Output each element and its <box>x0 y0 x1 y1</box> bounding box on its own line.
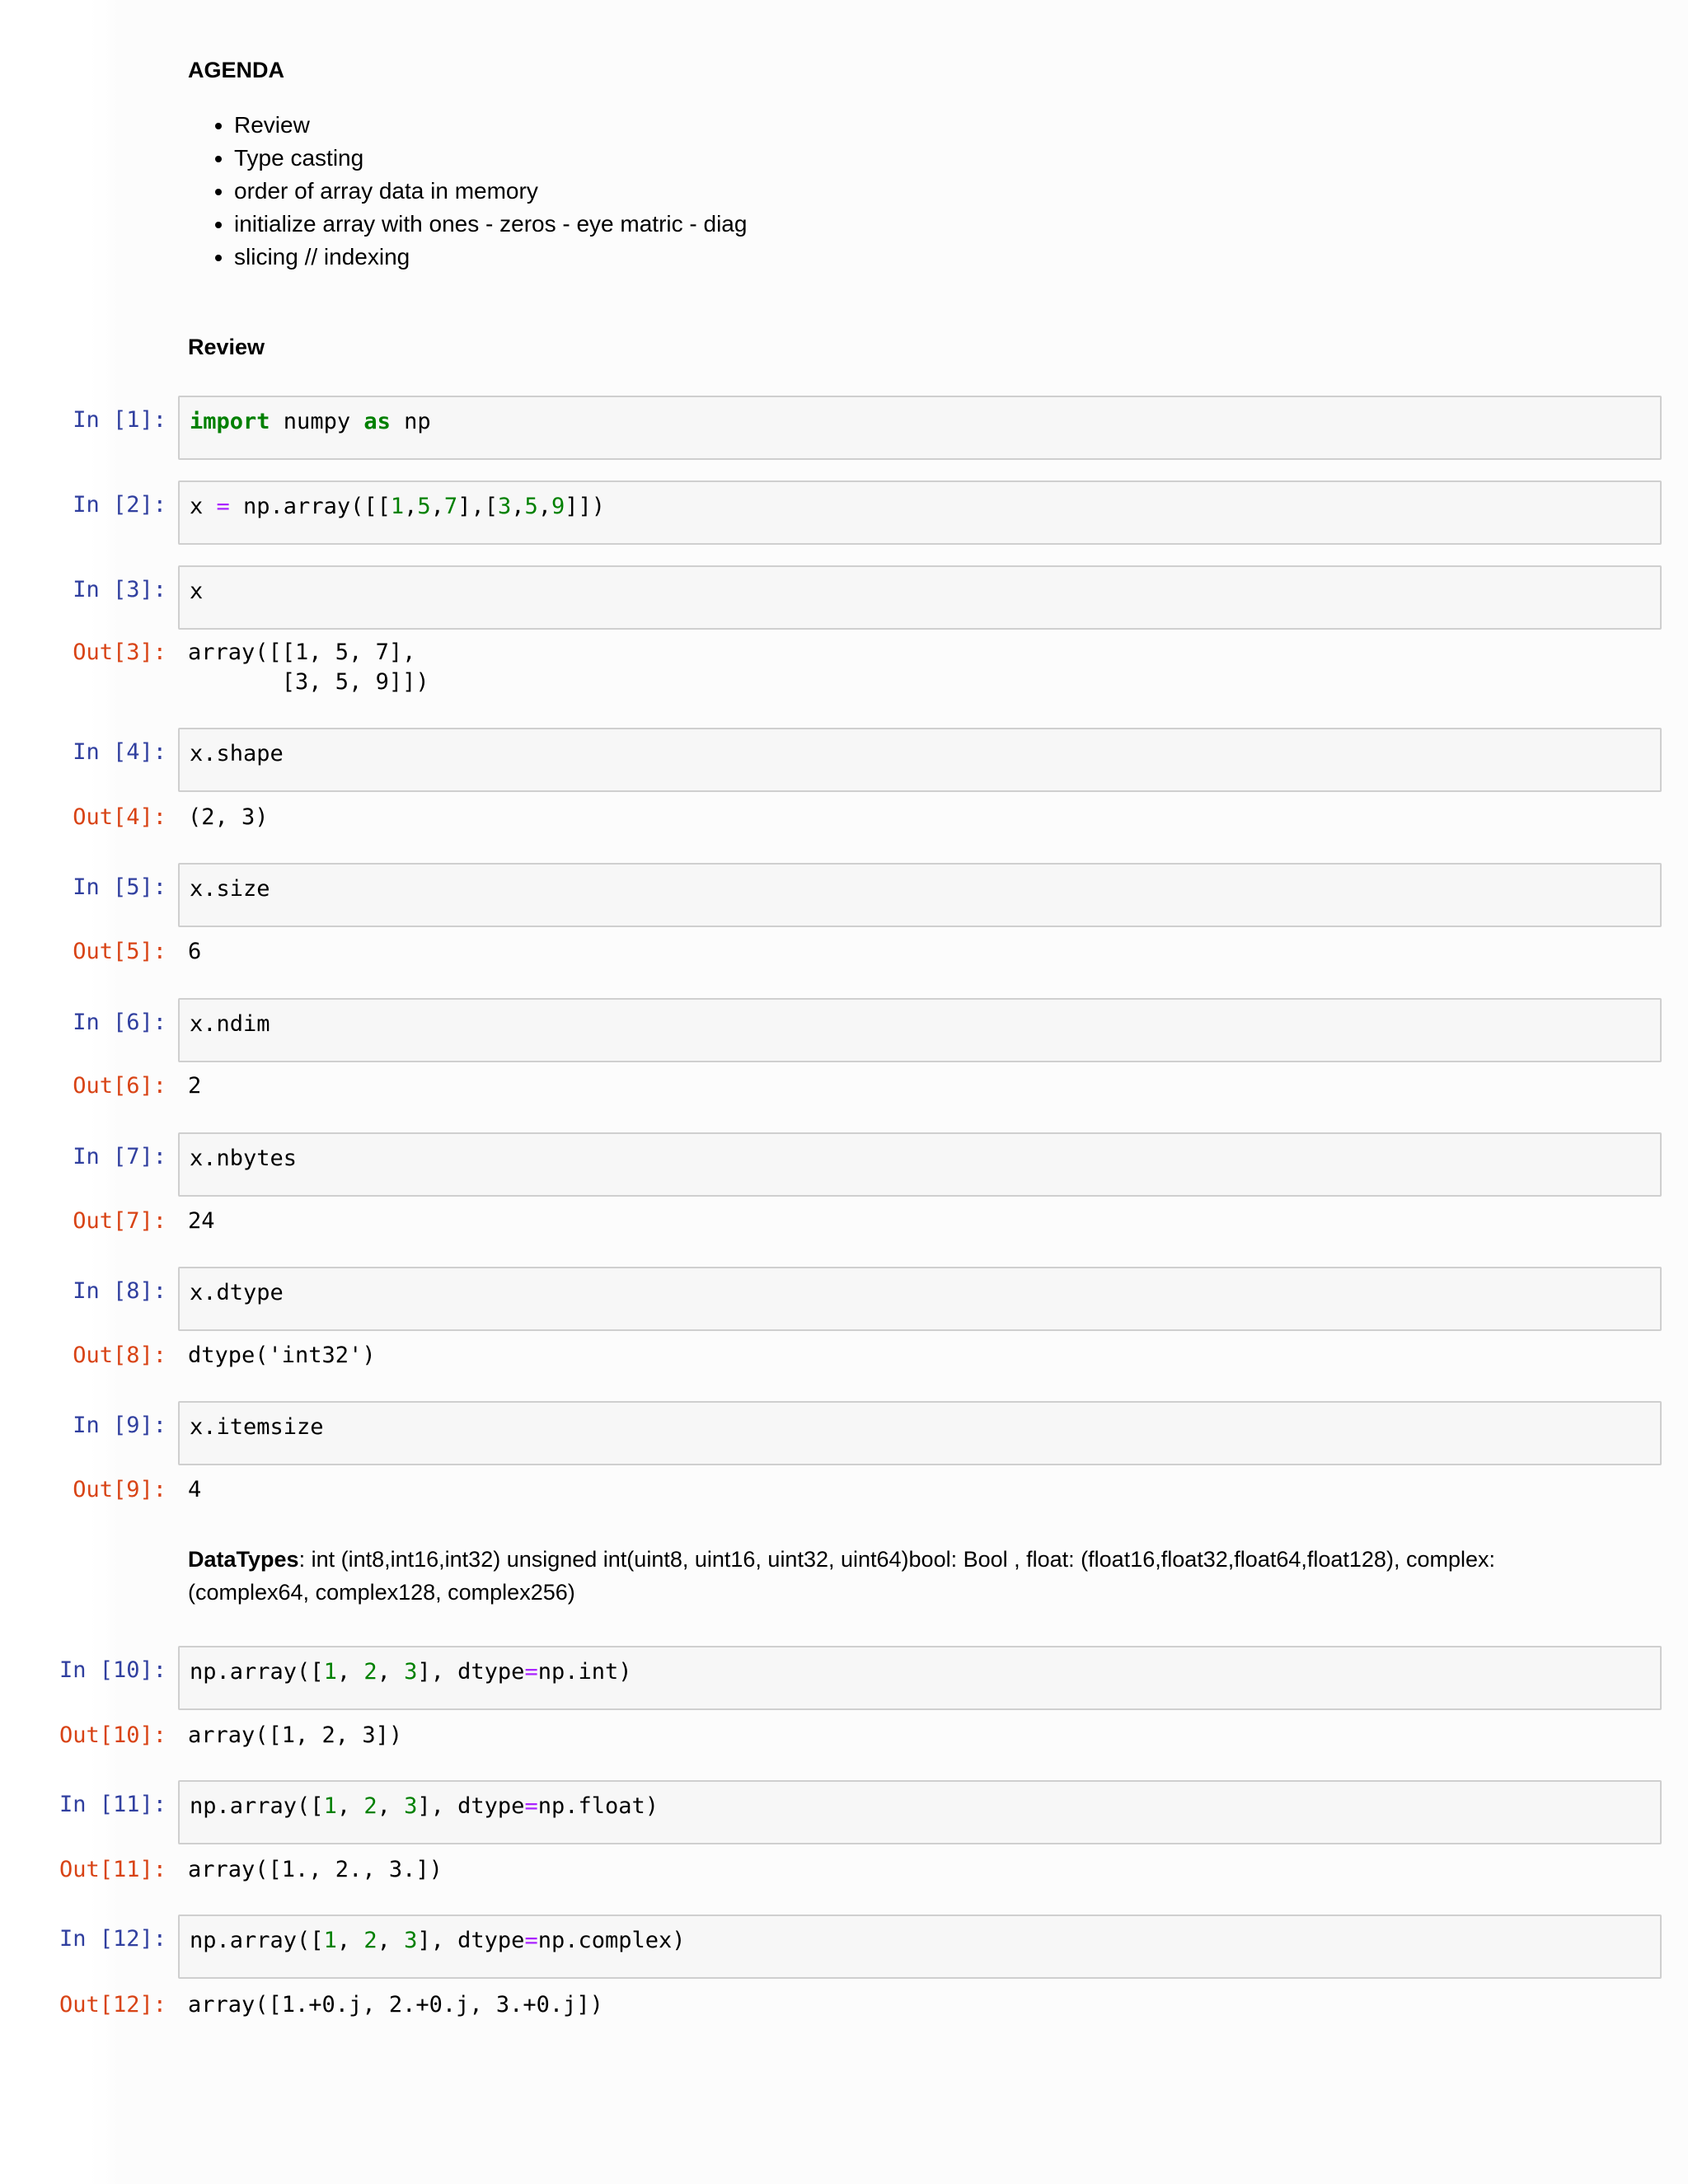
operator: = <box>524 1928 538 1953</box>
code-cell[interactable] <box>178 1267 1662 1331</box>
number: 7 <box>443 494 458 519</box>
output-prompt: Out[8]: <box>73 1343 166 1368</box>
number: 5 <box>417 494 431 519</box>
number: 2 <box>363 1793 377 1819</box>
code-cell[interactable] <box>178 863 1662 927</box>
code-cell[interactable] <box>178 728 1662 792</box>
input-prompt: In [8]: <box>73 1278 166 1304</box>
cell-output: array([1., 2., 3.]) <box>188 1857 443 1882</box>
code-text: ], dtype <box>417 1793 525 1819</box>
number: 9 <box>551 494 565 519</box>
code-input[interactable]: x.size <box>190 876 270 902</box>
code-input[interactable]: x.nbytes <box>190 1146 298 1171</box>
code-text: ],[ <box>457 494 498 519</box>
code-input[interactable] <box>190 409 431 434</box>
code-text: , <box>377 1659 405 1685</box>
code-cell[interactable] <box>178 1132 1662 1197</box>
code-input[interactable] <box>190 1793 659 1819</box>
code-text: np.array([ <box>190 1659 324 1685</box>
code-input[interactable] <box>190 1659 632 1685</box>
code-text: np.complex) <box>537 1928 686 1953</box>
input-prompt: In [4]: <box>73 739 166 765</box>
output-prompt: Out[10]: <box>59 1722 166 1748</box>
number: 1 <box>323 1659 337 1685</box>
code-input[interactable] <box>190 1928 686 1953</box>
number: 3 <box>404 1793 418 1819</box>
input-prompt: In [12]: <box>59 1926 166 1952</box>
output-prompt: Out[9]: <box>73 1477 166 1502</box>
number: 2 <box>363 1928 377 1953</box>
input-prompt: In [2]: <box>73 492 166 518</box>
code-input[interactable]: x.ndim <box>190 1011 270 1037</box>
input-prompt: In [9]: <box>73 1413 166 1438</box>
operator: = <box>524 1659 538 1685</box>
input-prompt: In [11]: <box>59 1792 166 1817</box>
code-text: np.array([[ <box>229 494 391 519</box>
input-prompt: In [3]: <box>73 577 166 602</box>
number: 1 <box>390 494 405 519</box>
code-input[interactable]: x.itemsize <box>190 1414 324 1440</box>
code-input[interactable]: x <box>190 579 204 604</box>
code-text: , <box>430 494 444 519</box>
code-cell[interactable] <box>178 480 1662 545</box>
code-text: np.int) <box>537 1659 632 1685</box>
code-text: np.array([ <box>190 1928 324 1953</box>
agenda-item: • slicing // indexing <box>234 241 747 274</box>
output-prompt: Out[5]: <box>73 939 166 964</box>
cell-output: 24 <box>188 1208 215 1234</box>
code-text: numpy <box>270 409 364 434</box>
number: 3 <box>404 1928 418 1953</box>
code-input[interactable]: x.shape <box>190 741 284 766</box>
agenda-list <box>188 109 747 274</box>
code-cell[interactable] <box>178 1401 1662 1465</box>
code-text: ], dtype <box>417 1659 525 1685</box>
code-text: ]]) <box>565 494 606 519</box>
datatypes-paragraph <box>188 1543 1540 1609</box>
number: 1 <box>323 1928 337 1953</box>
code-cell[interactable] <box>178 565 1662 630</box>
output-prompt: Out[6]: <box>73 1073 166 1099</box>
operator: = <box>524 1793 538 1819</box>
input-prompt: In [5]: <box>73 874 166 900</box>
code-text: , <box>537 494 552 519</box>
number: 5 <box>524 494 538 519</box>
code-text: , <box>336 1928 364 1953</box>
output-prompt: Out[11]: <box>59 1857 166 1882</box>
agenda-item: • Review <box>234 109 747 142</box>
input-prompt: In [10]: <box>59 1657 166 1683</box>
cell-output: array([1, 2, 3]) <box>188 1722 403 1748</box>
code-text: np.float) <box>537 1793 659 1819</box>
output-prompt: Out[7]: <box>73 1208 166 1234</box>
agenda-heading: AGENDA <box>188 58 285 82</box>
cell-output: 6 <box>188 939 202 964</box>
cell-output: 2 <box>188 1073 202 1099</box>
cell-output: dtype('int32') <box>188 1343 376 1368</box>
code-input[interactable] <box>190 494 605 519</box>
keyword: as <box>363 409 391 434</box>
code-text: , <box>511 494 525 519</box>
code-text: , <box>377 1793 405 1819</box>
number: 2 <box>363 1659 377 1685</box>
datatypes-text: : int (int8,int16,int32) unsigned int(uint8, uint16, uint32, uint64)bool: Bool , float: (float16,float32,float64,float128), complex: (complex64, complex128, complex256) <box>188 1547 1495 1605</box>
output-prompt: Out[4]: <box>73 804 166 830</box>
output-prompt: Out[3]: <box>73 640 166 665</box>
number: 3 <box>404 1659 418 1685</box>
code-cell[interactable] <box>178 998 1662 1062</box>
agenda-item: • Type casting <box>234 142 747 175</box>
cell-output: 4 <box>188 1477 202 1502</box>
code-cell[interactable] <box>178 1915 1662 1979</box>
keyword: import <box>190 409 270 434</box>
input-prompt: In [7]: <box>73 1144 166 1169</box>
code-text: , <box>336 1659 364 1685</box>
cell-output: array([[1, 5, 7], [3, 5, 9]]) <box>188 640 429 695</box>
datatypes-label: DataTypes <box>188 1547 299 1572</box>
output-prompt: Out[12]: <box>59 1992 166 2018</box>
review-heading: Review <box>188 335 265 359</box>
input-prompt: In [6]: <box>73 1010 166 1035</box>
cell-output: (2, 3) <box>188 804 269 830</box>
code-text: , <box>404 494 418 519</box>
cell-output: array([1.+0.j, 2.+0.j, 3.+0.j]) <box>188 1992 603 2018</box>
code-cell[interactable] <box>178 1646 1662 1710</box>
code-text: ], dtype <box>417 1928 525 1953</box>
operator: = <box>216 494 230 519</box>
code-text: , <box>377 1928 405 1953</box>
code-text: np <box>390 409 431 434</box>
code-input[interactable]: x.dtype <box>190 1280 284 1305</box>
agenda-item: • initialize array with ones - zeros - eye matric - diag <box>234 208 747 241</box>
code-cell[interactable] <box>178 396 1662 460</box>
code-text: x <box>190 494 217 519</box>
input-prompt: In [1]: <box>73 407 166 433</box>
code-text: np.array([ <box>190 1793 324 1819</box>
number: 3 <box>497 494 512 519</box>
code-text: , <box>336 1793 364 1819</box>
number: 1 <box>323 1793 337 1819</box>
agenda-item: • order of array data in memory <box>234 175 747 208</box>
code-cell[interactable] <box>178 1780 1662 1844</box>
